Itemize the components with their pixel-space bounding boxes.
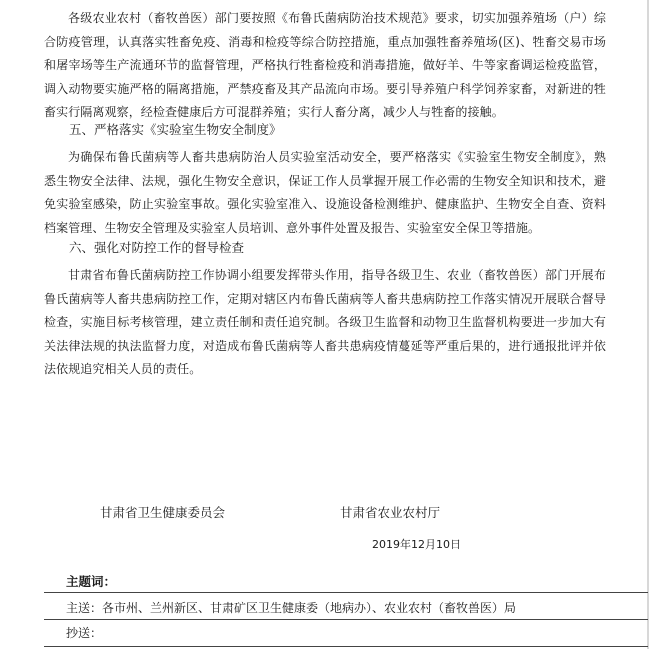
signature-agriculture-dept: 甘肃省农业农村厅 [340, 505, 441, 520]
divider-line [44, 592, 648, 593]
main-recipients: 主送：各市州、兰州新区、甘肃矿区卫生健康委（地病办）、农业农村（畜牧兽医）局 [66, 601, 517, 615]
signature-health-commission: 甘肃省卫生健康委员会 [100, 505, 226, 520]
paragraph-lab-biosafety: 为确保布鲁氏菌病等人畜共患病防治人员实验室活动安全，要严格落实《实验室生物安全制度》，熟悉生物安全法律、法规，强化生物安全意识，保证工作人员掌握开展工作必需的生物安全知识和技术，避免实验室感染，防止实验室事故。强化实验室准入、设施设备检测维护、健康监护、生物安全自查、资料档案管理、生物安全管理及实验室人员培训、意外事件处置及报告、实验室安全保卫等措施。 [44, 150, 606, 235]
keywords-label: 主题词： [66, 574, 117, 589]
divider-line [44, 646, 648, 647]
section-heading-6: 六、强化对防控工作的督导检查 [69, 240, 245, 255]
section-heading-5: 五、严格落实《实验室生物安全制度》 [69, 122, 282, 137]
signature-date: 2019年12月10日 [372, 538, 461, 551]
divider-line [44, 619, 648, 620]
paragraph-livestock-prevention: 各级农业农村（畜牧兽医）部门要按照《布鲁氏菌病防治技术规范》要求，切实加强养殖场（户）综合防疫管理，认真落实牲畜免疫、消毒和检疫等综合防控措施，重点加强牲畜养殖场(区)、牲畜交易市场和屠宰场等生产流通环节的监督管理，严格执行牲畜检疫和消毒措施，做好羊、牛等家畜调运检疫监管，调入动物要实施严格的隔离措施，严禁疫畜及其产品流向市场。要引导养殖户科学饲养家畜，对新进的牲畜实行隔离观察，经检查健康后方可混群养殖；实行人畜分离，减少人与牲畜的接触。 [44, 11, 606, 119]
cc-label: 抄送： [66, 626, 103, 640]
paragraph-supervision: 甘肃省布鲁氏菌病防控工作协调小组要发挥带头作用，指导各级卫生、农业（畜牧兽医）部门开展布鲁氏菌病等人畜共患病防控工作，定期对辖区内布鲁氏菌病等人畜共患病防控工作落实情况开展联合督导检查，实施目标考核管理，建立责任制和责任追究制。各级卫生监督和动物卫生监督机构要进一步加大有关法律法规的执法监督力度，对造成布鲁氏菌病等人畜共患病疫情蔓延等严重后果的，进行通报批评并依法依规追究相关人员的责任。 [44, 268, 606, 376]
